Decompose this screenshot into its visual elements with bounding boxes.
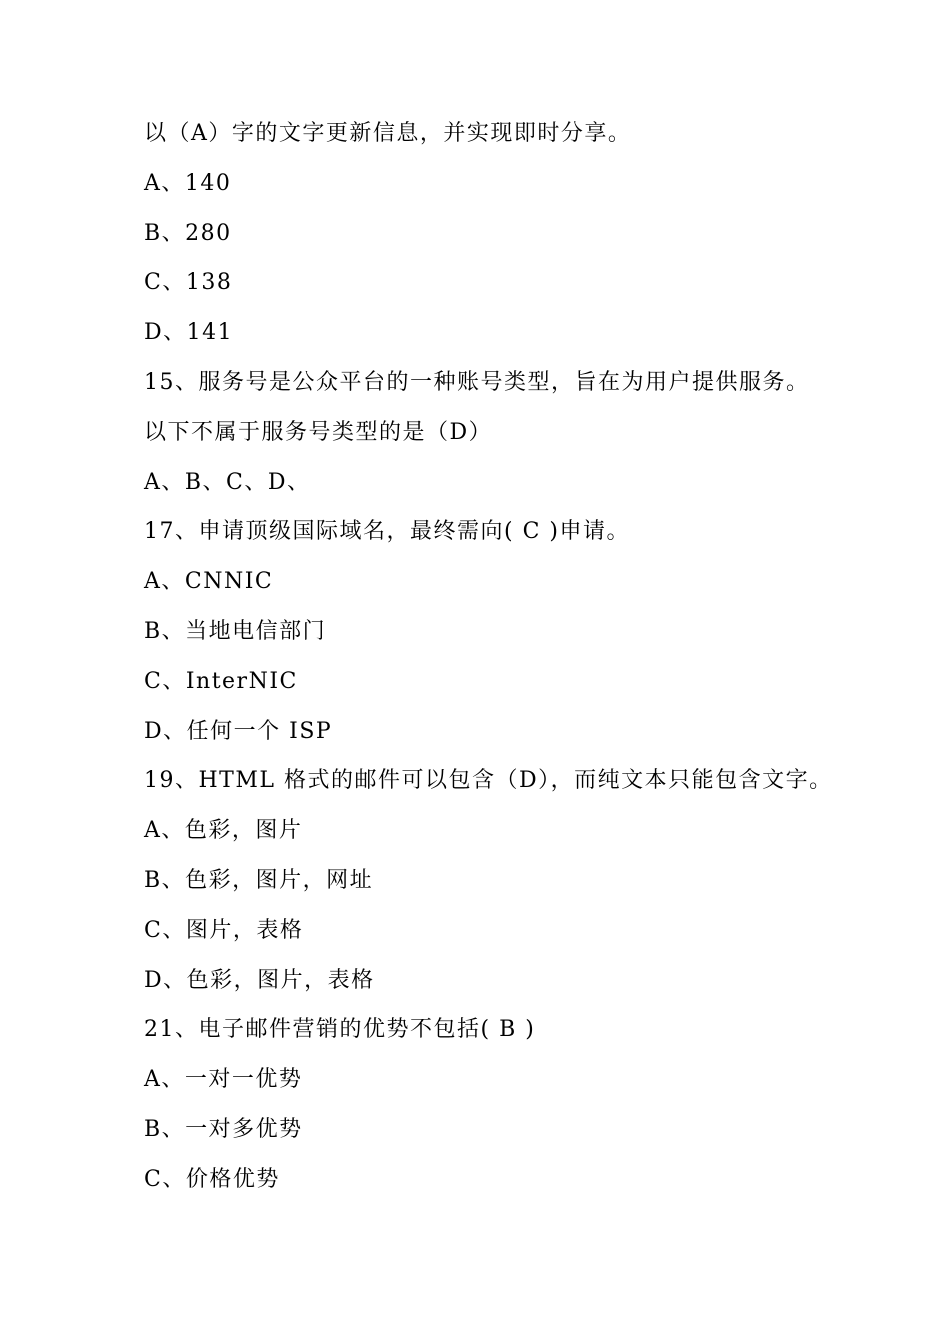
option-b: B、一对多优势 [144, 1116, 303, 1142]
option-c: C、图片，表格 [144, 917, 304, 943]
option-a: A、一对一优势 [144, 1067, 303, 1093]
option-a: A、140 [144, 170, 232, 196]
document-body [144, 114, 864, 1210]
question-text-line: 以（A）字的文字更新信息，并实现即时分享。 [144, 121, 632, 146]
question-19: 19、HTML 格式的邮件可以包含（D），而纯文本只能包含文字。 [144, 768, 833, 794]
option-d: D、色彩，图片，表格 [144, 967, 375, 993]
option-b: B、当地电信部门 [144, 618, 327, 644]
question-15-options: A、B、C、D、 [144, 469, 311, 495]
option-d: D、任何一个 ISP [144, 718, 333, 744]
question-17: 17、申请顶级国际域名，最终需向( C )申请。 [144, 519, 630, 545]
question-15: 15、服务号是公众平台的一种账号类型，旨在为用户提供服务。 [144, 369, 810, 395]
option-c: C、138 [144, 270, 233, 296]
option-d: D、141 [144, 320, 234, 346]
option-b: B、280 [144, 220, 232, 246]
option-b: B、色彩，图片，网址 [144, 867, 374, 893]
option-c: C、价格优势 [144, 1166, 280, 1192]
question-15-continued: 以下不属于服务号类型的是（D） [144, 419, 493, 445]
option-c: C、InterNIC [144, 668, 298, 694]
option-a: A、色彩，图片 [144, 818, 303, 844]
option-a: A、CNNIC [144, 569, 274, 595]
question-21: 21、电子邮件营销的优势不包括( B ) [144, 1017, 536, 1043]
